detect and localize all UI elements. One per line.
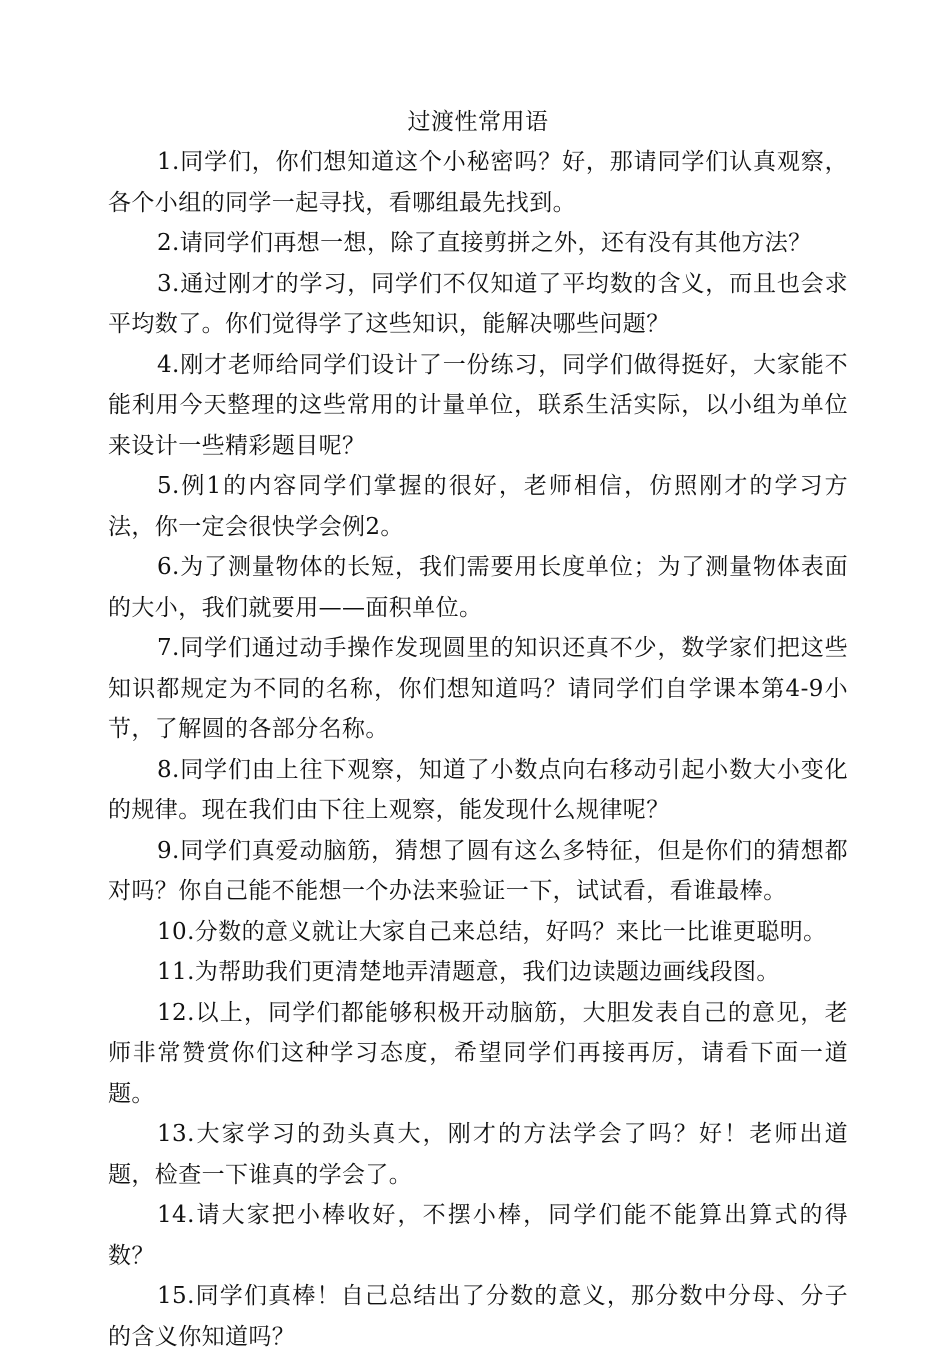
paragraph-11: 11.为帮助我们更清楚地弄清题意，我们边读题边画线段图。 xyxy=(157,959,780,985)
paragraph-8: 8.同学们由上往下观察，知道了小数点向右移动引起小数大小变化的规律。现在我们由下往上观察，能发现什么规律呢？ xyxy=(108,756,848,823)
paragraph-12: 12.以上，同学们都能够积极开动脑筋，大胆发表自己的意见，老师非常赞赏你们这种学习态度，希望同学们再接再厉，请看下面一道题。 xyxy=(108,999,848,1107)
paragraph-10: 10.分数的意义就让大家自己来总结，好吗？来比一比谁更聪明。 xyxy=(157,918,827,945)
paragraph-3: 3.通过刚才的学习，同学们不仅知道了平均数的含义，而且也会求平均数了。你们觉得学了这些知识，能解决哪些问题？ xyxy=(108,270,848,337)
document-page xyxy=(108,102,848,1357)
paragraph-6: 6.为了测量物体的长短，我们需要用长度单位；为了测量物体表面的大小，我们就要用——面积单位。 xyxy=(108,554,848,621)
paragraph-15: 15.同学们真棒！自己总结出了分数的意义，那分数中分母、分子的含义你知道吗？ xyxy=(108,1283,848,1350)
paragraph-7: 7.同学们通过动手操作发现圆里的知识还真不少，数学家们把这些知识都规定为不同的名称，你们想知道吗？请同学们自学课本第4-9小节，了解圆的各部分名称。 xyxy=(108,635,848,742)
paragraph-14: 14.请大家把小棒收好，不摆小棒，同学们能不能算出算式的得数？ xyxy=(108,1202,848,1269)
paragraph-1: 1.同学们，你们想知道这个小秘密吗？好，那请同学们认真观察，各个小组的同学一起寻找，看哪组最先找到。 xyxy=(108,149,848,216)
paragraph-4: 4.刚才老师给同学们设计了一份练习，同学们做得挺好，大家能不能利用今天整理的这些常用的计量单位，联系生活实际，以小组为单位来设计一些精彩题目呢？ xyxy=(108,351,848,459)
paragraph-13: 13.大家学习的劲头真大，刚才的方法学会了吗？好！老师出道题，检查一下谁真的学会了。 xyxy=(108,1121,848,1188)
document-title: 过渡性常用语 xyxy=(407,109,549,135)
paragraph-2: 2.请同学们再想一想，除了直接剪拼之外，还有没有其他方法？ xyxy=(157,230,812,256)
paragraph-5: 5.例1的内容同学们掌握的很好，老师相信，仿照刚才的学习方法，你一定会很快学会例2。 xyxy=(108,473,848,540)
paragraph-9: 9.同学们真爱动脑筋，猜想了圆有这么多特征，但是你们的猜想都对吗？你自己能不能想一个办法来验证一下，试试看，看谁最棒。 xyxy=(108,837,848,904)
